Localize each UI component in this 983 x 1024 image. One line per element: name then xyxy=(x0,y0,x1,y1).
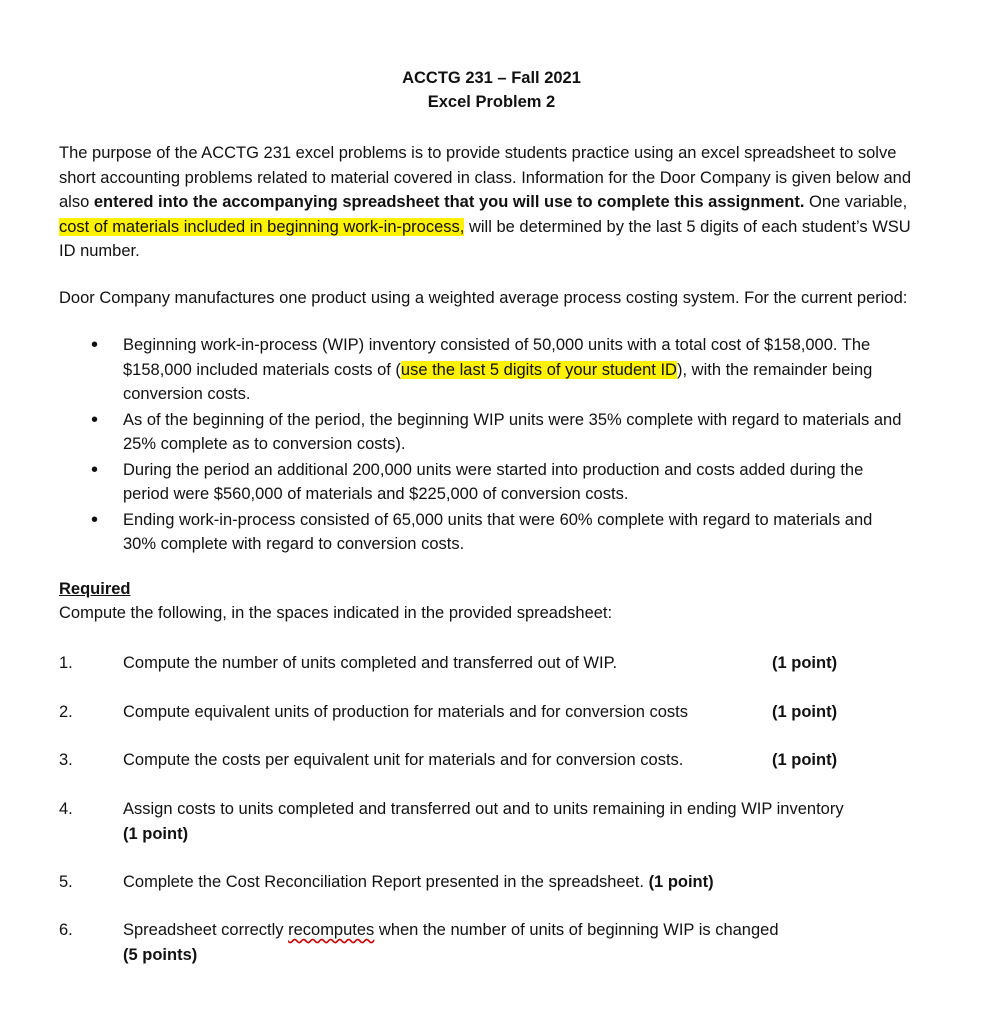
course-title: ACCTG 231 – Fall 2021 xyxy=(402,69,581,87)
question-text: Compute the costs per equivalent unit for materials and for conversion costs. xyxy=(123,751,684,769)
question-number: 2. xyxy=(59,703,73,721)
bullet-ending-wip: • Ending work-in-process consisted of 65,000 units that were 60% complete with regard to materials and 30% complete with regard to conversion costs. xyxy=(123,508,903,557)
question-points: (1 point) xyxy=(772,654,838,672)
bullet1-highlight: use the last 5 digits of your student ID xyxy=(400,360,677,379)
question-points: (1 point) xyxy=(772,703,838,721)
question-text-a: Spreadsheet correctly xyxy=(123,921,289,939)
question-number: 5. xyxy=(59,873,73,891)
question-number: 1. xyxy=(59,654,73,672)
question-points: (1 point) xyxy=(772,751,838,769)
company-bullet-list xyxy=(123,333,903,558)
question-points: (1 point) xyxy=(123,824,189,843)
required-heading: Required xyxy=(59,580,131,598)
spellcheck-word: recomputes xyxy=(288,921,375,939)
bullet-completion: • As of the beginning of the period, the beginning WIP units were 35% complete with regard to materials and 25% complete as to conversion costs). xyxy=(123,408,903,457)
problem-title: Excel Problem 2 xyxy=(427,93,556,111)
question-text: Assign costs to units completed and transferred out and to units remaining in ending WIP inventory xyxy=(123,800,844,818)
question-number: 4. xyxy=(59,800,73,818)
intro-text-c: will be determined by the last 5 digits of each student’s WSU ID number. xyxy=(59,217,911,260)
question-points: (5 points) xyxy=(123,945,198,964)
question-points: (1 point) xyxy=(648,873,714,891)
bullet-beginning-wip xyxy=(123,333,903,407)
question-text: Compute the number of units completed and transferred out of WIP. xyxy=(123,654,618,672)
question-text: Compute equivalent units of production for materials and for conversion costs xyxy=(123,703,688,721)
required-intro: Compute the following, in the spaces indicated in the provided spreadsheet: xyxy=(59,604,613,622)
question-number: 3. xyxy=(59,751,73,769)
bullet1-text-b: ), with the remainder being conversion costs. xyxy=(123,360,873,403)
company-intro: Door Company manufactures one product using a weighted average process costing system. For the current period: xyxy=(59,289,908,307)
question-text: Complete the Cost Reconciliation Report presented in the spreadsheet. xyxy=(123,873,649,891)
bullet-started-units: • During the period an additional 200,000 units were started into production and costs added during the period were $560,000 of materials and $225,000 of conversion costs. xyxy=(123,458,903,507)
intro-text-b: One variable, xyxy=(804,193,908,211)
question-text-b: when the number of units of beginning WIP is changed xyxy=(374,921,779,939)
intro-highlight: cost of materials included in beginning work-in-process, xyxy=(59,217,465,236)
intro-bold-text: entered into the accompanying spreadsheet that you will use to complete this assignment. xyxy=(93,193,805,211)
question-number: 6. xyxy=(59,921,73,939)
question-text-block xyxy=(123,870,858,895)
intro-text-a: The purpose of the ACCTG 231 excel problems is to provide students practice using an excel spreadsheet to solve short accounting problems related to material covered in class. Information for the Door Company is given below and also xyxy=(59,144,912,211)
bullet1-text-a: Beginning work-in-process (WIP) inventory consisted of 50,000 units with a total cost of $158,000. The $158,000 included materials costs of ( xyxy=(123,336,871,379)
question-text-block xyxy=(123,918,858,967)
question-text-block xyxy=(123,797,858,846)
intro-paragraph xyxy=(59,141,919,264)
